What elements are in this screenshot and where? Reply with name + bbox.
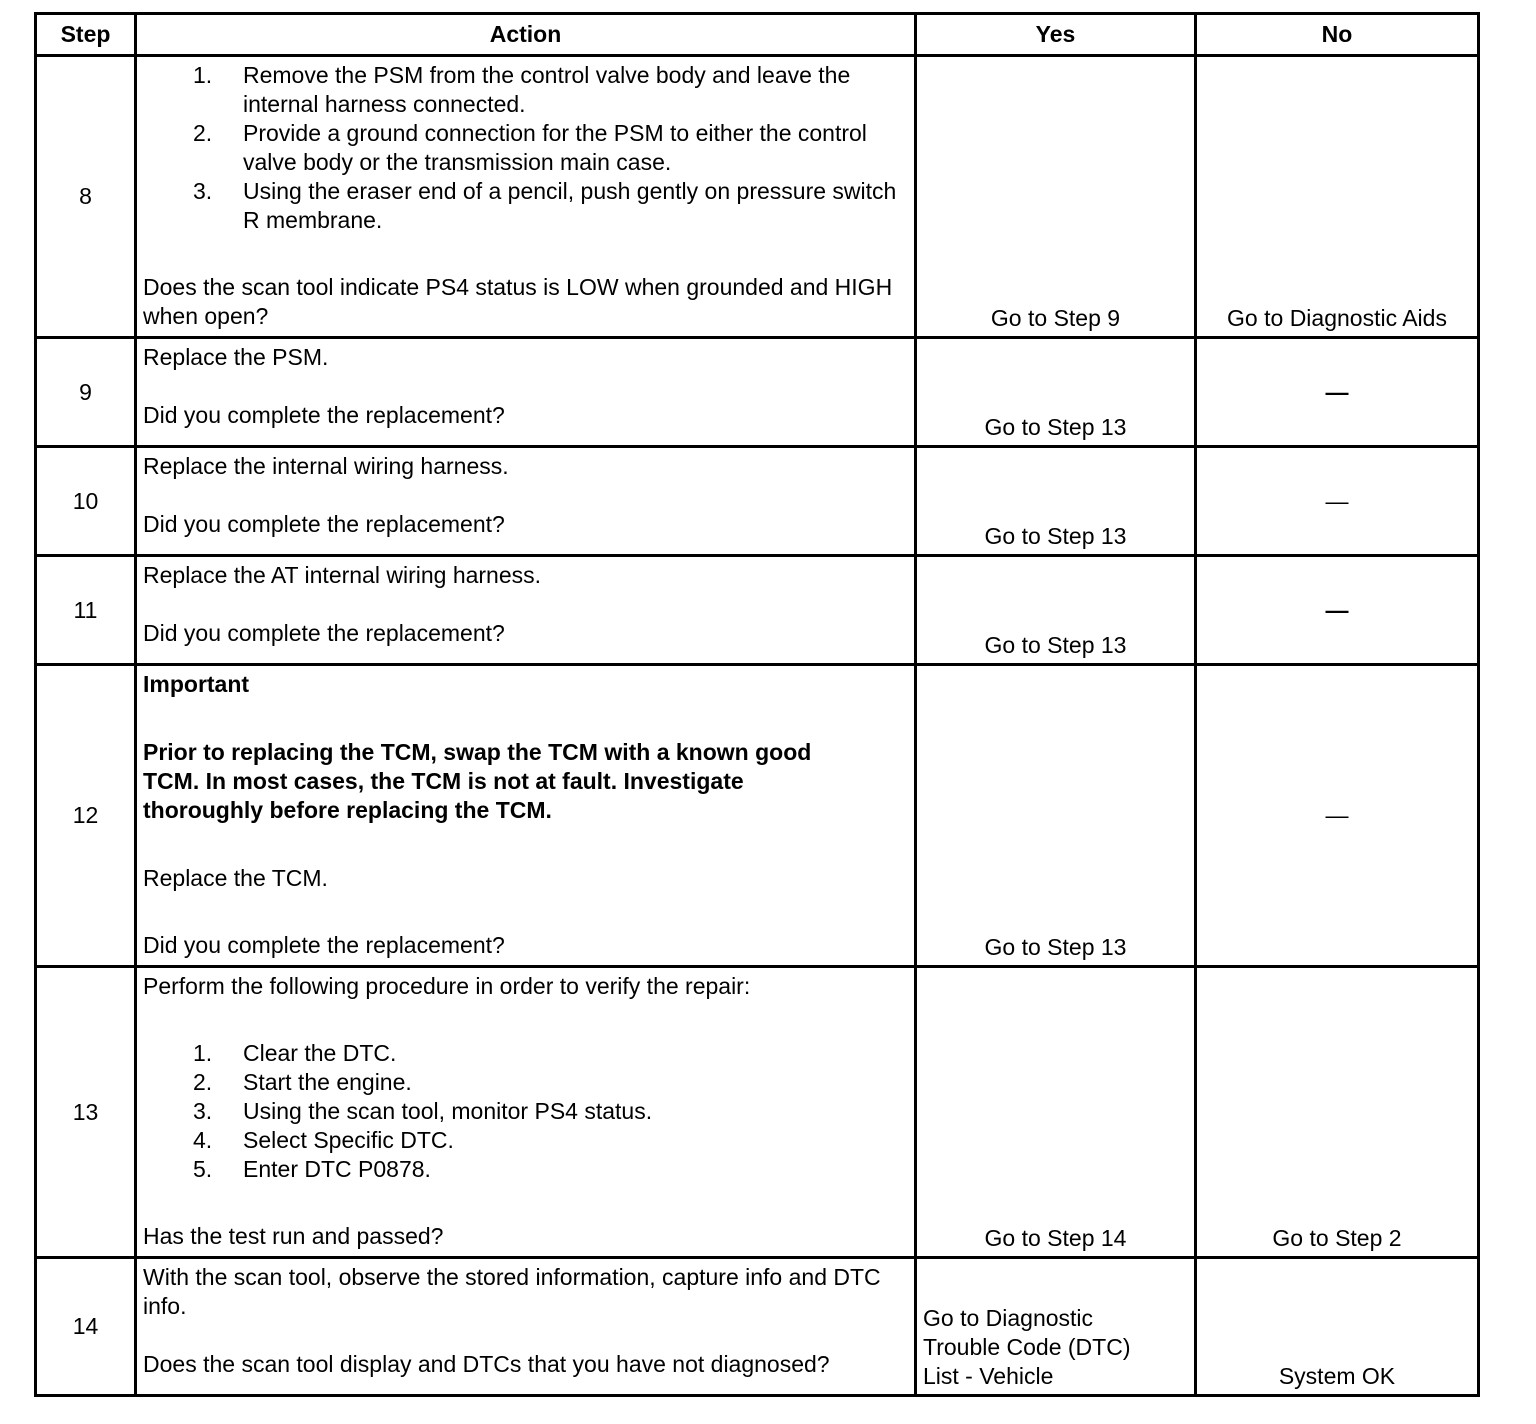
list-number: 1. — [193, 1040, 213, 1066]
list-number: 1. — [193, 62, 213, 88]
list-text: Start the engine. — [243, 1069, 412, 1095]
no-cell: — — [1196, 338, 1479, 447]
question-text: Did you complete the replacement? — [143, 402, 505, 428]
list-item — [143, 177, 908, 235]
step-number: 14 — [36, 1258, 136, 1396]
yes-cell: Go to Diagnostic Trouble Code (DTC) List - Vehicle — [916, 1258, 1196, 1396]
list-item — [143, 1155, 908, 1184]
action-text: Replace the internal wiring harness. — [143, 453, 509, 479]
question-text: Has the test run and passed? — [143, 1223, 444, 1249]
list-text: Using the scan tool, monitor PS4 status. — [243, 1098, 653, 1124]
list-item — [143, 119, 908, 177]
action-cell — [136, 338, 916, 447]
action-cell — [136, 967, 916, 1258]
action-cell — [136, 665, 916, 967]
step-number: 11 — [36, 556, 136, 665]
list-number: 5. — [193, 1156, 213, 1182]
question-text: Did you complete the replacement? — [143, 620, 505, 646]
table-row-step-14 — [36, 1258, 1479, 1396]
diagnostic-table — [34, 12, 1480, 1397]
list-text: Enter DTC P0878. — [243, 1156, 431, 1182]
question-text: Does the scan tool indicate PS4 status is LOW when grounded and HIGH when open? — [143, 274, 893, 329]
procedure-list — [143, 61, 908, 235]
no-cell: System OK — [1196, 1258, 1479, 1396]
list-number: 3. — [193, 1098, 213, 1124]
question-text: Does the scan tool display and DTCs that you have not diagnosed? — [143, 1351, 830, 1377]
table-row-step-11 — [36, 556, 1479, 665]
list-text: Clear the DTC. — [243, 1040, 397, 1066]
list-item — [143, 1097, 908, 1126]
list-number: 3. — [193, 178, 213, 204]
action-text: Replace the AT internal wiring harness. — [143, 562, 542, 588]
action-cell — [136, 1258, 916, 1396]
header-yes: Yes — [916, 14, 1196, 56]
action-text: With the scan tool, observe the stored information, capture info and DTC info. — [143, 1264, 881, 1319]
procedure-list — [143, 1039, 908, 1184]
question-text: Did you complete the replacement? — [143, 932, 505, 958]
list-number: 4. — [193, 1127, 213, 1153]
step-number: 13 — [36, 967, 136, 1258]
header-step: Step — [36, 14, 136, 56]
table-row-step-9 — [36, 338, 1479, 447]
yes-cell: Go to Step 13 — [916, 447, 1196, 556]
step-number: 10 — [36, 447, 136, 556]
list-text: Select Specific DTC. — [243, 1127, 454, 1153]
list-number: 2. — [193, 1069, 213, 1095]
table-row-step-12 — [36, 665, 1479, 967]
header-no: No — [1196, 14, 1479, 56]
yes-cell: Go to Step 14 — [916, 967, 1196, 1258]
step-number: 8 — [36, 56, 136, 338]
no-cell: — — [1196, 556, 1479, 665]
list-item — [143, 1068, 908, 1097]
action-cell — [136, 447, 916, 556]
no-cell: Go to Diagnostic Aids — [1196, 56, 1479, 338]
list-item — [143, 1126, 908, 1155]
important-title: Important — [143, 671, 250, 697]
action-text: Replace the PSM. — [143, 344, 329, 370]
no-cell: — — [1196, 665, 1479, 967]
list-item — [143, 1039, 908, 1068]
action-cell — [136, 56, 916, 338]
yes-cell: Go to Step 13 — [916, 338, 1196, 447]
action-text: Replace the TCM. — [143, 865, 328, 891]
intro-text: Perform the following procedure in order to verify the repair: — [143, 973, 751, 999]
list-number: 2. — [193, 120, 213, 146]
step-number: 9 — [36, 338, 136, 447]
header-action: Action — [136, 14, 916, 56]
yes-cell: Go to Step 9 — [916, 56, 1196, 338]
list-text: Remove the PSM from the control valve body and leave the internal harness connected. — [243, 62, 851, 117]
table-row-step-13 — [36, 967, 1479, 1258]
action-cell — [136, 556, 916, 665]
header-row — [36, 14, 1479, 56]
list-item — [143, 61, 908, 119]
list-text: Using the eraser end of a pencil, push gently on pressure switch R membrane. — [243, 178, 897, 233]
question-text: Did you complete the replacement? — [143, 511, 505, 537]
step-number: 12 — [36, 665, 136, 967]
yes-cell: Go to Step 13 — [916, 665, 1196, 967]
list-text: Provide a ground connection for the PSM to either the control valve body or the transmission main case. — [243, 120, 867, 175]
table-row-step-8 — [36, 56, 1479, 338]
no-cell: — — [1196, 447, 1479, 556]
table-row-step-10 — [36, 447, 1479, 556]
no-cell: Go to Step 2 — [1196, 967, 1479, 1258]
important-text: Prior to replacing the TCM, swap the TCM with a known good TCM. In most cases, the TCM is not at fault. Investigate thoroughly before replacing the TCM. — [143, 739, 812, 823]
yes-cell: Go to Step 13 — [916, 556, 1196, 665]
